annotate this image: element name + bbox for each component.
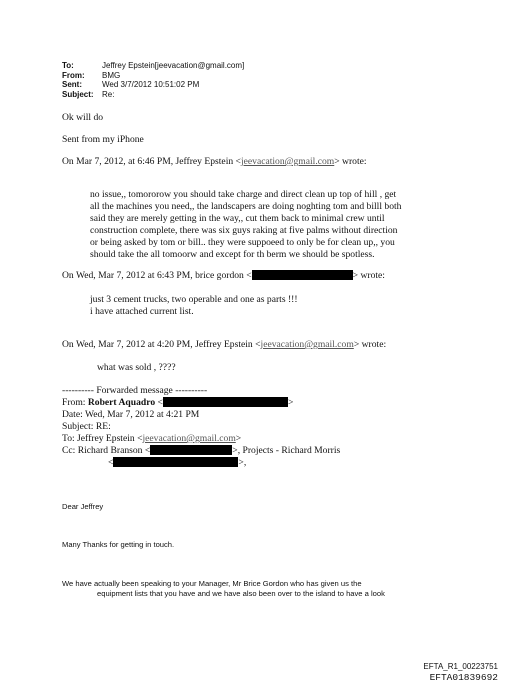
header-subject-value: Re: [102, 89, 115, 99]
redaction-block [150, 445, 232, 455]
header-sent-value: Wed 3/7/2012 10:51:02 PM [102, 80, 200, 89]
quote1-line: no issue,, tomororow you should take charge and direct clean up top of hill , get [90, 189, 397, 200]
quote2-line: just 3 cement trucks, two operable and one as parts !!! [90, 294, 298, 305]
quote2-intro: On Wed, Mar 7, 2012 at 6:43 PM, brice gordon < > wrote: [62, 270, 385, 281]
header-subject: Subject: Re: [62, 89, 115, 99]
forwarded-to-email-link[interactable]: jeevacation@gmail.com [142, 433, 236, 444]
letter-greeting: Dear Jeffrey [62, 502, 104, 511]
footer-id-2: EFTA01839692 [429, 672, 498, 683]
redaction-block [163, 397, 288, 407]
forwarded-to: To: Jeffrey Epstein <jeevacation@gmail.com> [62, 433, 242, 444]
quote1-body [90, 189, 401, 261]
quote1-email-link[interactable]: jeevacation@gmail.com [240, 156, 335, 167]
letter-paragraph-line-1: We have actually been speaking to your Manager, Mr Brice Gordon who has given us the [62, 579, 362, 588]
reply-line-1: Ok will do [62, 112, 104, 123]
quote2-body [90, 294, 298, 318]
letter-thanks: Many Thanks for getting in touch. [62, 540, 175, 549]
quote3-email-link[interactable]: jeevacation@gmail.com [260, 339, 354, 350]
forwarded-cc: Cc: Richard Branson < >, Projects - Richard Morris [62, 445, 341, 456]
quote1-line: or being asked by tom or bill.. they were suppoeed to only be for clean up,, you [90, 237, 395, 248]
reply-line-2: Sent from my iPhone [62, 134, 144, 145]
quote1-intro: On Mar 7, 2012, at 6:46 PM, Jeffrey Epstein <jeevacation@gmail.com> wrote: [62, 156, 367, 167]
quote1-line: all the machines you need,, the landscapers are doing noghting tom and billl both [90, 201, 402, 212]
forwarded-cc-line2: < >, [108, 457, 247, 468]
quote1-line: should take the all tomoorw and except for th berm we should be spotless. [90, 249, 375, 260]
redaction-block [113, 457, 238, 467]
header-from-value: BMG [102, 70, 121, 80]
forwarded-subject: Subject: RE: [62, 421, 111, 432]
header-sent: Sent: Wed 3/7/2012 10:51:02 PM [62, 80, 200, 89]
quote3-intro: On Wed, Mar 7, 2012 at 4:20 PM, Jeffrey Epstein <jeevacation@gmail.com> wrote: [62, 339, 387, 350]
email-header [62, 61, 244, 99]
forwarded-from: From: Robert Aquadro < > [62, 397, 294, 408]
forwarded-date: Date: Wed, Mar 7, 2012 at 4:21 PM [62, 409, 200, 420]
quote2-line: i have attached current list. [90, 306, 194, 317]
quote3-line: what was sold , ???? [97, 362, 176, 373]
forwarded-divider: ---------- Forwarded message ---------- [62, 385, 208, 396]
quote1-line: said they are merely getting in the way,, cut them back to minimal crew until [90, 213, 385, 224]
footer-id-1: EFTA_R1_00223751 [423, 662, 498, 671]
header-to-value: Jeffrey Epstein[jeevacation@gmail.com] [102, 61, 245, 70]
header-to: To: Jeffrey Epstein[jeevacation@gmail.com] [62, 61, 245, 70]
header-from: From: BMG [62, 70, 121, 80]
forwarded-from-name: Robert Aquadro [87, 397, 156, 408]
redaction-block [252, 270, 353, 280]
quote1-line: construction complete, there was six guys raking at five palms without direction [90, 225, 398, 236]
letter-paragraph-line-2: equipment lists that you have and we have also been over to the island to have a look [97, 589, 385, 598]
